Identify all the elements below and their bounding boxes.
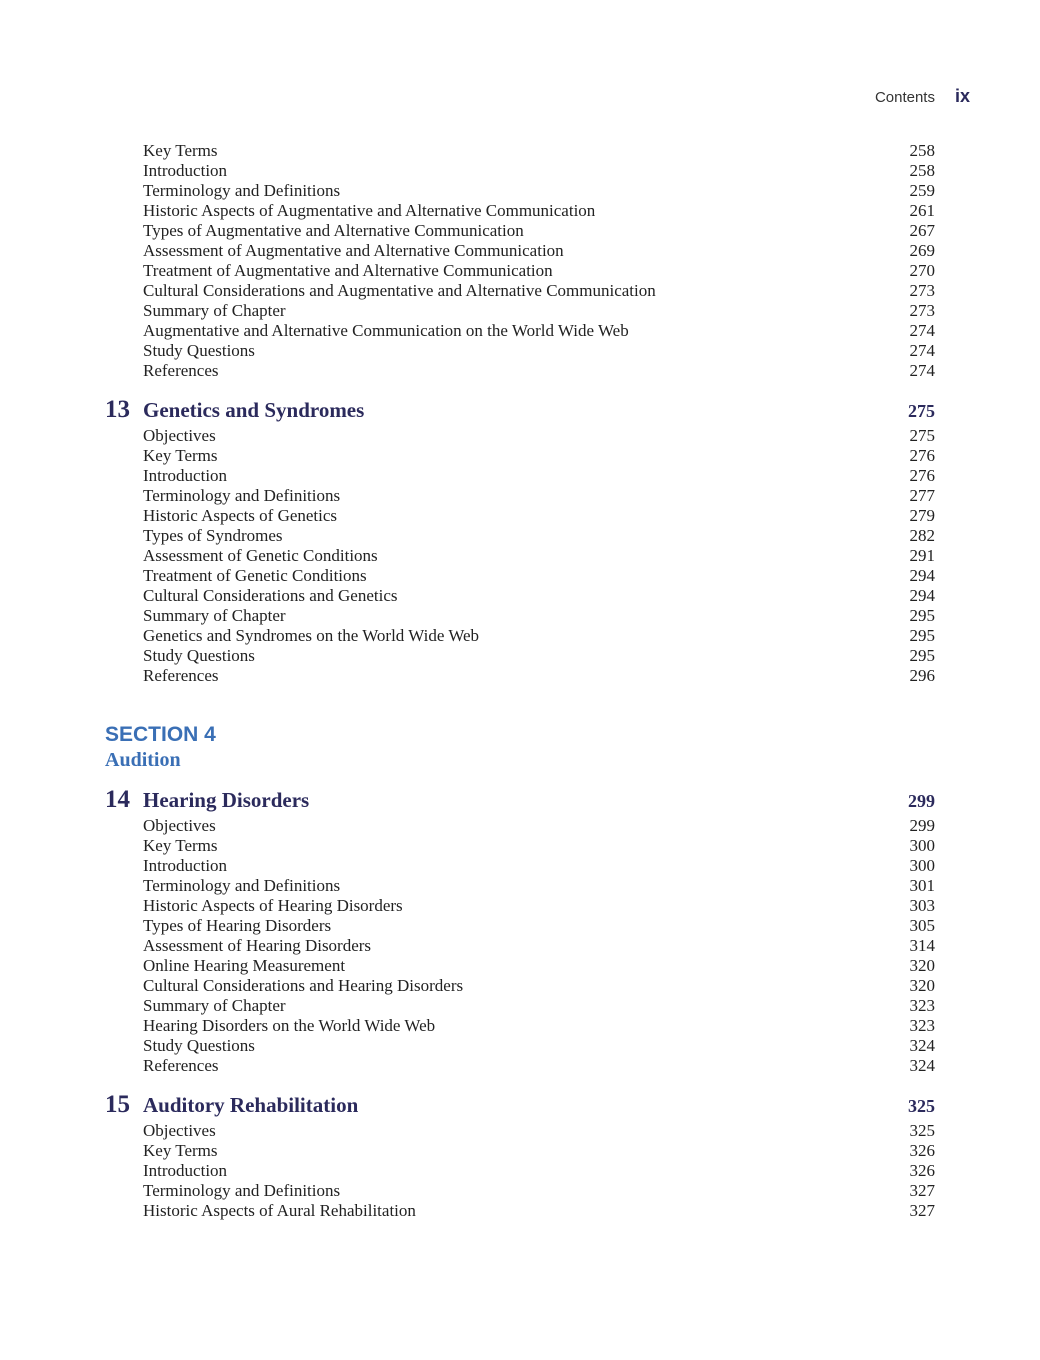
toc-entry[interactable] bbox=[105, 1201, 935, 1221]
chapter-page: 299 bbox=[908, 791, 935, 811]
toc-entry-page: 299 bbox=[909, 816, 935, 835]
toc-entry-page: 270 bbox=[909, 261, 935, 280]
toc-entry-title: Assessment of Genetic Conditions bbox=[143, 546, 378, 565]
toc-entry-page: 324 bbox=[909, 1036, 935, 1055]
toc-entry[interactable] bbox=[105, 1016, 935, 1036]
toc-entry-title: Terminology and Definitions bbox=[143, 1181, 341, 1200]
chapter-title: Genetics and Syndromes bbox=[143, 398, 365, 422]
toc-entry-page: 276 bbox=[909, 466, 935, 485]
toc-entry-title: Types of Augmentative and Alternative Communication bbox=[143, 221, 524, 240]
toc-entry[interactable] bbox=[105, 426, 935, 446]
toc-entry-title: Introduction bbox=[143, 466, 228, 485]
toc-entry[interactable] bbox=[105, 321, 935, 341]
toc-entry[interactable] bbox=[105, 301, 935, 321]
chapter-title: Hearing Disorders bbox=[143, 788, 310, 812]
toc-entry-title: Online Hearing Measurement bbox=[143, 956, 346, 975]
toc-entry-title: Introduction bbox=[143, 1161, 228, 1180]
toc-entry-page: 296 bbox=[909, 666, 935, 685]
toc-chapter-13 bbox=[105, 396, 935, 686]
toc-entry-page: 273 bbox=[909, 301, 935, 320]
toc-entry-title: Cultural Considerations and Genetics bbox=[143, 586, 398, 605]
toc-entry-page: 323 bbox=[909, 996, 935, 1015]
toc-entry-page: 301 bbox=[909, 876, 935, 895]
toc-entry[interactable] bbox=[105, 506, 935, 526]
toc-entry-page: 277 bbox=[909, 486, 935, 505]
toc-entry-title: Types of Syndromes bbox=[143, 526, 283, 545]
toc-entry-page: 320 bbox=[909, 976, 935, 995]
toc-entry-page: 295 bbox=[909, 646, 935, 665]
toc-entry-page: 325 bbox=[909, 1121, 935, 1140]
toc-entry-title: Hearing Disorders on the World Wide Web bbox=[143, 1016, 436, 1035]
toc-entry-page: 324 bbox=[909, 1056, 935, 1075]
toc-entry-page: 300 bbox=[909, 856, 935, 875]
chapter-title: Auditory Rehabilitation bbox=[143, 1093, 359, 1117]
toc-entry-page: 274 bbox=[909, 341, 935, 360]
toc-entry-title: Introduction bbox=[143, 161, 228, 180]
toc-entry[interactable] bbox=[105, 181, 935, 201]
toc-entry-page: 300 bbox=[909, 836, 935, 855]
toc-entry-title: Key Terms bbox=[143, 446, 218, 465]
toc-entry[interactable] bbox=[105, 836, 935, 856]
section-title: Audition bbox=[105, 749, 181, 771]
toc-entry-title: Historic Aspects of Aural Rehabilitation bbox=[143, 1201, 416, 1220]
chapter-page: 275 bbox=[908, 401, 935, 421]
toc-entry-title: Objectives bbox=[143, 1121, 216, 1140]
toc-entry-page: 258 bbox=[909, 161, 935, 180]
toc-entry[interactable] bbox=[105, 626, 935, 646]
toc-entry-page: 273 bbox=[909, 281, 935, 300]
toc-entry-title: Types of Hearing Disorders bbox=[143, 916, 332, 935]
toc-entry[interactable] bbox=[105, 201, 935, 221]
toc-entry-title: Historic Aspects of Genetics bbox=[143, 506, 338, 525]
toc-entry-title: Augmentative and Alternative Communication on the World Wide Web bbox=[143, 321, 629, 340]
toc-entry-page: 327 bbox=[909, 1181, 935, 1200]
toc-entry-title: Historic Aspects of Hearing Disorders bbox=[143, 896, 403, 915]
toc-entry-title: Objectives bbox=[143, 426, 216, 445]
toc-entry[interactable] bbox=[105, 1036, 935, 1056]
toc-entry-title: References bbox=[143, 666, 219, 685]
toc-entry-title: Key Terms bbox=[143, 1141, 218, 1160]
toc-entry-title: Terminology and Definitions bbox=[143, 486, 341, 505]
toc-entry-page: 295 bbox=[909, 626, 935, 645]
chapter-number: 15 bbox=[105, 1091, 130, 1118]
toc-entry[interactable] bbox=[105, 916, 935, 936]
toc-entry[interactable] bbox=[105, 241, 935, 261]
toc-entry[interactable] bbox=[105, 646, 935, 666]
chapter-entries bbox=[105, 816, 935, 1076]
page-number: ix bbox=[954, 86, 970, 106]
toc-entry-page: 275 bbox=[909, 426, 935, 445]
toc-entry[interactable] bbox=[105, 486, 935, 506]
toc-entry-title: Assessment of Hearing Disorders bbox=[143, 936, 372, 955]
toc-entry[interactable] bbox=[105, 976, 935, 996]
toc-entry-title: Historic Aspects of Augmentative and Alternative Communication bbox=[143, 201, 596, 220]
toc-entry-title: Genetics and Syndromes on the World Wide Web bbox=[143, 626, 480, 645]
toc-entry[interactable] bbox=[105, 466, 935, 486]
toc-entry[interactable] bbox=[105, 361, 935, 381]
running-head bbox=[875, 86, 970, 107]
toc-entry[interactable] bbox=[105, 341, 935, 361]
toc-entry[interactable] bbox=[105, 1121, 935, 1141]
section-label: SECTION 4 bbox=[105, 723, 216, 746]
toc-entry-page: 303 bbox=[909, 896, 935, 915]
toc-entry-page: 323 bbox=[909, 1016, 935, 1035]
toc-entry[interactable] bbox=[105, 876, 935, 896]
toc-entry[interactable] bbox=[105, 161, 935, 181]
toc-entry-page: 267 bbox=[909, 221, 935, 240]
toc-entry[interactable] bbox=[105, 261, 935, 281]
toc-entry[interactable] bbox=[105, 816, 935, 836]
toc-entry-page: 314 bbox=[909, 936, 935, 955]
toc-entry[interactable] bbox=[105, 1056, 935, 1076]
toc-entry-page: 326 bbox=[909, 1141, 935, 1160]
toc-entry-page: 274 bbox=[909, 321, 935, 340]
toc-entry[interactable] bbox=[105, 446, 935, 466]
toc-entry-page: 259 bbox=[909, 181, 935, 200]
toc-entry-title: Key Terms bbox=[143, 141, 218, 160]
toc-entry[interactable] bbox=[105, 666, 935, 686]
chapter-number: 14 bbox=[105, 786, 130, 813]
toc-entry-title: Treatment of Genetic Conditions bbox=[143, 566, 367, 585]
toc-entry-title: Cultural Considerations and Augmentative and Alternative Communication bbox=[143, 281, 656, 300]
toc-entry-title: Summary of Chapter bbox=[143, 301, 286, 320]
toc-entry-title: Study Questions bbox=[143, 646, 255, 665]
toc-entry[interactable] bbox=[105, 586, 935, 606]
chapter-entries bbox=[105, 426, 935, 686]
toc-entry-page: 279 bbox=[909, 506, 935, 525]
toc-chapter-15 bbox=[105, 1091, 935, 1221]
toc-entry[interactable] bbox=[105, 996, 935, 1016]
toc-entry[interactable] bbox=[105, 546, 935, 566]
toc-entry-title: Terminology and Definitions bbox=[143, 181, 341, 200]
chapter-heading[interactable] bbox=[105, 786, 935, 816]
toc-entry-title: Objectives bbox=[143, 816, 216, 835]
section-heading bbox=[105, 722, 216, 772]
toc-entry[interactable] bbox=[105, 526, 935, 546]
toc-chapter-14 bbox=[105, 786, 935, 1076]
toc-entry[interactable] bbox=[105, 1141, 935, 1161]
toc-entry-title: Introduction bbox=[143, 856, 228, 875]
chapter-heading[interactable] bbox=[105, 1091, 935, 1121]
toc-entry-title: Cultural Considerations and Hearing Disorders bbox=[143, 976, 464, 995]
toc-block-ch12-continued bbox=[105, 141, 935, 381]
toc-entry[interactable] bbox=[105, 1161, 935, 1181]
toc-entry-title: Terminology and Definitions bbox=[143, 876, 341, 895]
toc-entry-title: Study Questions bbox=[143, 341, 255, 360]
toc-entry[interactable] bbox=[105, 566, 935, 586]
toc-entry-page: 326 bbox=[909, 1161, 935, 1180]
toc-entry-title: Summary of Chapter bbox=[143, 996, 286, 1015]
toc-entry[interactable] bbox=[105, 856, 935, 876]
chapter-entries bbox=[105, 1121, 935, 1221]
toc-entry-title: Key Terms bbox=[143, 836, 218, 855]
toc-entry-page: 327 bbox=[909, 1201, 935, 1220]
chapter-number: 13 bbox=[105, 396, 130, 423]
toc-entry-page: 291 bbox=[909, 546, 935, 565]
toc-entry[interactable] bbox=[105, 141, 935, 161]
toc-entry-page: 295 bbox=[909, 606, 935, 625]
toc-entry-page: 258 bbox=[909, 141, 935, 160]
chapter-page: 325 bbox=[908, 1096, 935, 1116]
toc-entry[interactable] bbox=[105, 956, 935, 976]
toc-entry[interactable] bbox=[105, 281, 935, 301]
toc-entry-page: 320 bbox=[909, 956, 935, 975]
toc-entry[interactable] bbox=[105, 896, 935, 916]
toc-entry-page: 261 bbox=[909, 201, 935, 220]
toc-entry-page: 282 bbox=[909, 526, 935, 545]
toc-entry-page: 294 bbox=[909, 586, 935, 605]
toc-entry-page: 305 bbox=[909, 916, 935, 935]
toc-entry-title: Summary of Chapter bbox=[143, 606, 286, 625]
chapter-heading[interactable] bbox=[105, 396, 935, 426]
toc-entry[interactable] bbox=[105, 936, 935, 956]
running-title: Contents bbox=[874, 89, 935, 106]
toc-entry-title: Assessment of Augmentative and Alternative Communication bbox=[143, 241, 564, 260]
toc-entry-title: References bbox=[143, 361, 219, 380]
toc-entry[interactable] bbox=[105, 221, 935, 241]
toc-entry-title: References bbox=[143, 1056, 219, 1075]
toc-entry-title: Treatment of Augmentative and Alternative Communication bbox=[143, 261, 553, 280]
toc-entry-page: 274 bbox=[909, 361, 935, 380]
toc-entry[interactable] bbox=[105, 606, 935, 626]
toc-entry-page: 276 bbox=[909, 446, 935, 465]
toc-entry-title: Study Questions bbox=[143, 1036, 255, 1055]
toc-entry-page: 269 bbox=[909, 241, 935, 260]
toc-entry[interactable] bbox=[105, 1181, 935, 1201]
toc-entry-page: 294 bbox=[909, 566, 935, 585]
